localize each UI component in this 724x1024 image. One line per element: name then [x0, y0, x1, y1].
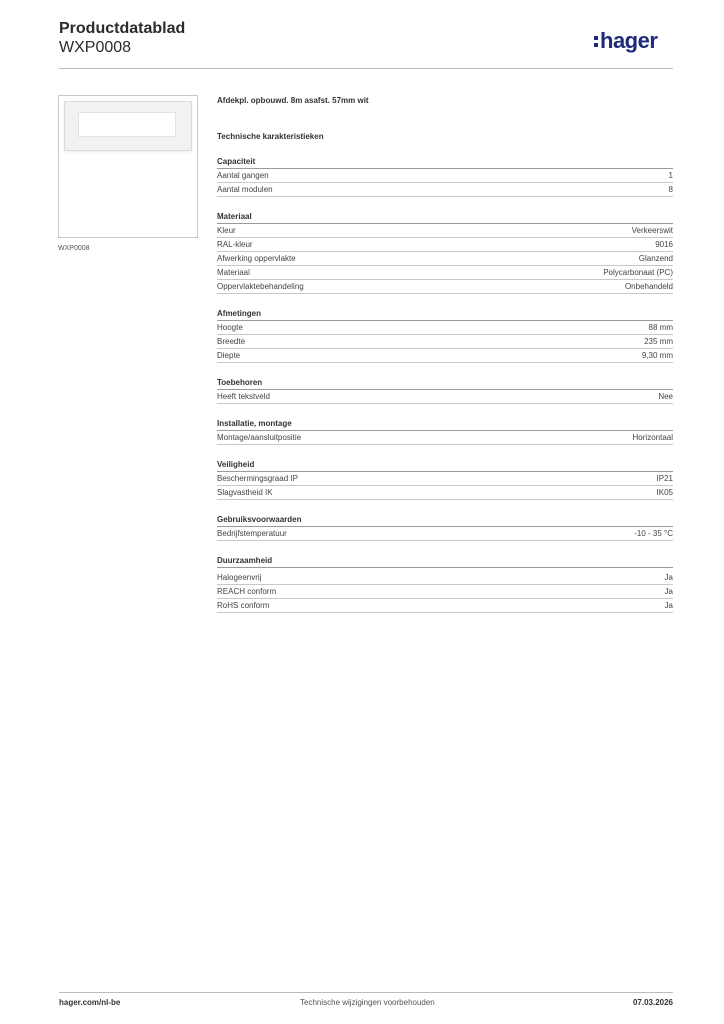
footer-divider	[59, 992, 673, 993]
logo-text: hager	[600, 28, 658, 53]
spec-group-title: Installatie, montage	[217, 419, 673, 431]
spec-row	[217, 169, 673, 183]
spec-group-title: Toebehoren	[217, 378, 673, 390]
spec-row	[217, 431, 673, 445]
spec-value: 235 mm	[644, 337, 673, 346]
logo-dots-icon	[594, 36, 598, 47]
spec-value: 88 mm	[648, 323, 673, 332]
spec-label: Hoogte	[217, 323, 243, 332]
spec-row	[217, 486, 673, 500]
spec-row	[217, 585, 673, 599]
spec-value: Nee	[658, 392, 673, 401]
product-image	[58, 95, 198, 238]
technical-heading: Technische karakteristieken	[217, 132, 324, 141]
spec-label: Bedrijfstemperatuur	[217, 529, 287, 538]
spec-value: 9,30 mm	[641, 351, 673, 360]
spec-group	[217, 419, 673, 445]
spec-row	[217, 390, 673, 404]
spec-value: Verkeerswit	[631, 226, 673, 235]
spec-group-title: Duurzaamheid	[217, 556, 673, 568]
spec-groups	[217, 157, 673, 613]
spec-value: Glanzend	[638, 254, 673, 263]
spec-group	[217, 460, 673, 500]
footer-date: 07.03.2026	[632, 998, 673, 1007]
spec-group-title: Gebruiksvoorwaarden	[217, 515, 673, 527]
spec-label: Breedte	[217, 337, 246, 346]
spec-group-title: Materiaal	[217, 212, 673, 224]
spec-group	[217, 378, 673, 404]
spec-value: Ja	[664, 587, 673, 596]
spec-value: IP21	[656, 474, 673, 483]
hager-logo	[594, 28, 657, 54]
spec-label: Montage/aansluitpositie	[217, 433, 302, 442]
footer-notice: Technische wijzigingen voorbehouden	[300, 998, 435, 1007]
spec-row	[217, 183, 673, 197]
spec-label: Aantal modulen	[217, 185, 273, 194]
spec-label: Aantal gangen	[217, 171, 269, 180]
spec-row	[217, 527, 673, 541]
spec-row	[217, 599, 673, 613]
spec-label: Beschermingsgraad IP	[217, 474, 298, 483]
product-code: WXP0008	[59, 39, 132, 56]
spec-row	[217, 238, 673, 252]
product-description: Afdekpl. opbouwd. 8m asafst. 57mm wit	[217, 96, 369, 105]
spec-value: Polycarbonaat (PC)	[603, 268, 673, 277]
product-image-caption: WXP0008	[58, 245, 90, 252]
spec-label: Heeft tekstveld	[217, 392, 270, 401]
spec-group	[217, 157, 673, 197]
spec-row	[217, 321, 673, 335]
cover-plate-window	[78, 112, 176, 137]
spec-row	[217, 252, 673, 266]
spec-value: -10 - 35 °C	[634, 529, 673, 538]
spec-row	[217, 335, 673, 349]
footer-website: hager.com/nl-be	[59, 998, 121, 1007]
spec-label: REACH conform	[217, 587, 277, 596]
spec-row	[217, 266, 673, 280]
spec-label: RAL-kleur	[217, 240, 253, 249]
spec-row	[217, 280, 673, 294]
spec-value: Onbehandeld	[624, 282, 673, 291]
spec-group	[217, 212, 673, 294]
spec-label: Kleur	[217, 226, 236, 235]
spec-label: Halogeenvrij	[217, 573, 262, 582]
spec-group-title: Veiligheid	[217, 460, 673, 472]
spec-row	[217, 571, 673, 585]
page-title: Productdatablad	[59, 20, 186, 37]
spec-value: 8	[668, 185, 673, 194]
spec-row	[217, 224, 673, 238]
header-divider	[59, 68, 673, 69]
cover-plate-image	[64, 101, 192, 151]
spec-value: 1	[668, 171, 673, 180]
spec-label: Diepte	[217, 351, 241, 360]
spec-group	[217, 515, 673, 541]
spec-label: Oppervlaktebehandeling	[217, 282, 304, 291]
spec-label: RoHS conform	[217, 601, 270, 610]
spec-value: Ja	[664, 573, 673, 582]
spec-content	[217, 96, 673, 613]
spec-row	[217, 472, 673, 486]
spec-row	[217, 349, 673, 363]
spec-group-title: Capaciteit	[217, 157, 673, 169]
spec-label: Slagvastheid IK	[217, 488, 273, 497]
spec-group-title: Afmetingen	[217, 309, 673, 321]
spec-group	[217, 309, 673, 363]
spec-value: 9016	[655, 240, 673, 249]
spec-value: IK05	[656, 488, 673, 497]
spec-group	[217, 556, 673, 613]
spec-value: Ja	[664, 601, 673, 610]
spec-label: Afwerking oppervlakte	[217, 254, 296, 263]
spec-label: Materiaal	[217, 268, 250, 277]
spec-value: Horizontaal	[632, 433, 673, 442]
